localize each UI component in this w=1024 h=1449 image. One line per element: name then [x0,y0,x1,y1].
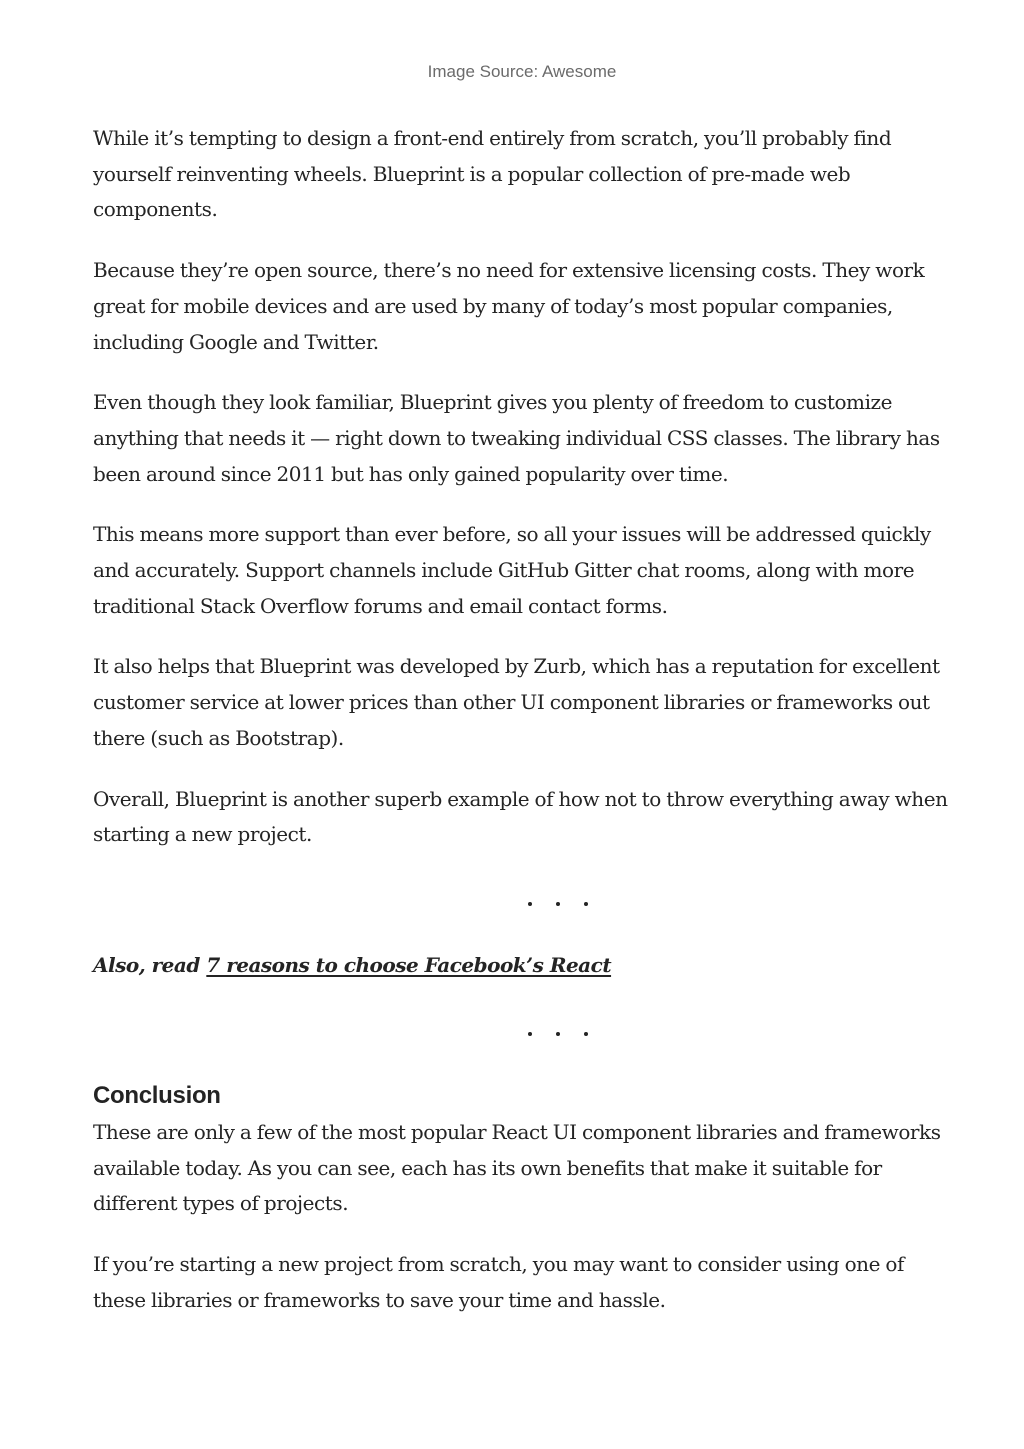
paragraph: This means more support than ever before, so all your issues will be addressed quickly and accurately. Support channels include GitHub Gitter chat rooms, along with more traditional Stack Overflow forums and email contact forms. [93,522,931,618]
paragraph: Even though they look familiar, Blueprint gives you plenty of freedom to customize anything that needs it — right down to tweaking individual CSS classes. The library has been around since 2011 but has only gained popularity over time. [93,390,940,486]
paragraph: It also helps that Blueprint was developed by Zurb, which has a reputation for excellent customer service at lower prices than other UI component libraries or frameworks out there (such as Bootstrap). [93,654,940,750]
separator-dot [556,902,560,906]
section-heading: Conclusion [93,1081,221,1109]
section-separator [93,1025,961,1045]
image-caption: Image Source: Awesome [427,62,617,81]
separator-dot [528,902,532,906]
section-separator [93,895,961,915]
paragraph: Because they’re open source, there’s no need for extensive licensing costs. They work great for mobile devices and are used by many of today’s most popular companies, including Google and Twitter. [93,258,925,354]
paragraph: These are only a few of the most popular React UI component libraries and frameworks available today. As you can see, each has its own benefits that make it suitable for different types of projects. [93,1119,941,1216]
also-read-prefix: Also, read [93,952,207,977]
article-body [93,121,961,1343]
separator-dot [584,1032,588,1036]
paragraph: Overall, Blueprint is another superb example of how not to throw everything away when starting a new project. [93,786,948,847]
related-article-link[interactable]: 7 reasons to choose Facebook’s React [206,952,612,977]
separator-dot [556,1032,560,1036]
paragraph: If you’re starting a new project from scratch, you may want to consider using one of these libraries or frameworks to save your time and hassle. [93,1252,904,1312]
separator-dot [528,1032,532,1036]
paragraph: While it’s tempting to design a front-end entirely from scratch, you’ll probably find yourself reinventing wheels. Blueprint is a popular collection of pre-made web components. [93,126,892,222]
also-read-line [93,948,961,983]
separator-dot [584,902,588,906]
